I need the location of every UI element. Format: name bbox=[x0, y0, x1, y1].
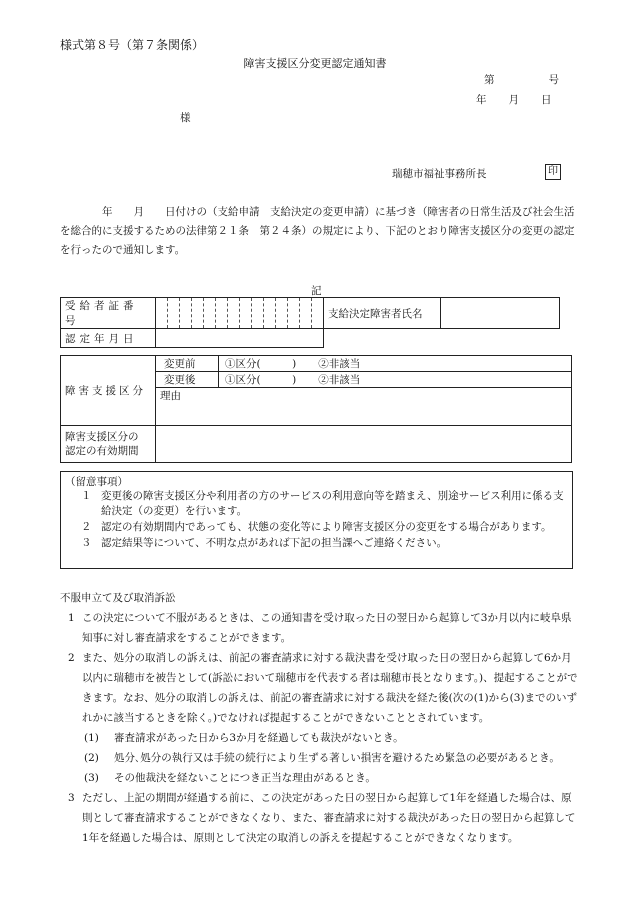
note-number: ３ bbox=[81, 537, 92, 549]
id-digit-cell[interactable] bbox=[240, 298, 252, 329]
choice-category: ①区分( ) bbox=[225, 374, 297, 386]
before-change-choices[interactable] bbox=[219, 356, 572, 372]
note-item bbox=[65, 520, 568, 535]
certification-date-label: 認定年月日 bbox=[61, 329, 156, 348]
id-digit-cell[interactable] bbox=[180, 298, 192, 329]
appeal-sub-item bbox=[60, 768, 580, 788]
id-digit-cell[interactable] bbox=[228, 298, 240, 329]
validity-period-value[interactable] bbox=[156, 426, 572, 463]
id-digit-cell[interactable] bbox=[312, 298, 324, 329]
sub-item-number: (1) bbox=[84, 732, 99, 744]
sub-item-text: 処分､処分の執行又は手続の続行により生ずる著しい損害を避けるため緊急の必要があるとき。 bbox=[114, 752, 560, 764]
before-change-label: 変更前 bbox=[156, 356, 219, 372]
reason-label: 理由 bbox=[160, 390, 181, 402]
appeal-heading: 不服申立て及び取消訴訟 bbox=[60, 592, 176, 604]
appeal-text: この決定について不服があるときは、この通知書を受け取った日の翌日から起算して3か月以内に岐阜県知事に対し審査請求をすることができます。 bbox=[82, 612, 572, 644]
note-text: 変更後の障害支援区分や利用者の方のサービスの利用意向等を踏まえ、別途サービス利用に係る支給決定（の変更）を行います。 bbox=[101, 490, 564, 517]
validity-period-label-line2: 認定の有効期間 bbox=[65, 445, 139, 457]
sub-item-number: (2) bbox=[84, 752, 99, 764]
document-title: 障害支援区分変更認定通知書 bbox=[243, 57, 387, 70]
note-text: 認定結果等について、不明な点があれば下記の担当課へご連絡ください。 bbox=[101, 537, 448, 549]
id-digit-cell[interactable] bbox=[300, 298, 312, 329]
support-category-label: 障害支援区分 bbox=[61, 356, 156, 426]
validity-period-label bbox=[61, 426, 156, 463]
appeal-section bbox=[60, 588, 580, 848]
seal-stamp: 印 bbox=[545, 164, 561, 180]
date-year: 年 bbox=[476, 94, 487, 106]
sub-item-text: その他裁決を経ないことにつき正当な理由があるとき。 bbox=[114, 772, 376, 784]
note-text: 認定の有効期間内であっても、状態の変化等により障害支援区分の変更をする場合があります。 bbox=[101, 521, 552, 533]
support-category-table bbox=[60, 355, 572, 463]
id-digit-cell[interactable] bbox=[288, 298, 300, 329]
date-day: 日 bbox=[541, 94, 552, 106]
sub-item-number: (3) bbox=[84, 772, 99, 784]
recipient-name-value[interactable] bbox=[441, 298, 560, 329]
id-digit-cell[interactable] bbox=[192, 298, 204, 329]
appeal-text: また、処分の取消しの訴えは、前記の審査請求に対する裁決書を受け取った日の翌日から起算して6か月以内に瑞穂市を被告として(訴訟において瑞穂市を代表する者は瑞穂市長となります。)、提起することができます。なお、処分の取消しの訴えは、前記の審査請求に対する裁決を経た後(次の(1)から(3)までのいずれかに該当するときを除く。)でなければ提起することができないこととされています。 bbox=[82, 652, 578, 724]
note-number: ２ bbox=[81, 521, 92, 533]
appeal-sub-item bbox=[60, 748, 580, 768]
recipient-suffix: 様 bbox=[180, 112, 191, 124]
id-digit-cell[interactable] bbox=[252, 298, 264, 329]
notice-body bbox=[60, 203, 578, 260]
recipient-info-table bbox=[60, 297, 560, 348]
appeal-text: ただし、上記の期間が経過する前に、この決定があった日の翌日から起算して1年を経過した場合は、原則として審査請求することができなくなり、また、審査請求に対する裁決があった日の翌日から起算して1年を経過した場合は、原則として決定の取消しの訴えを提起することができなくなります。 bbox=[82, 792, 576, 844]
after-change-choices[interactable] bbox=[219, 372, 572, 388]
id-digit-cell[interactable] bbox=[156, 298, 168, 329]
validity-period-label-line1: 障害支援区分の bbox=[65, 431, 139, 443]
reason-cell[interactable] bbox=[156, 388, 572, 426]
sub-item-text: 審査請求があった日から3か月を経過しても裁決がないとき。 bbox=[114, 732, 404, 744]
id-digit-cell[interactable] bbox=[204, 298, 216, 329]
note-item bbox=[65, 489, 568, 519]
id-digit-cell[interactable] bbox=[168, 298, 180, 329]
issue-date bbox=[476, 92, 552, 107]
blank-cell bbox=[324, 329, 560, 348]
form-number: 様式第８号（第７条関係） bbox=[60, 38, 205, 52]
issuing-office: 瑞穂市福祉事務所長 bbox=[392, 168, 487, 180]
id-digit-cell[interactable] bbox=[264, 298, 276, 329]
recipient-id-label: 受給者証番号 bbox=[61, 298, 156, 329]
id-digit-cell[interactable] bbox=[276, 298, 288, 329]
certification-date-value[interactable] bbox=[156, 329, 324, 348]
number-prefix: 第 bbox=[484, 74, 495, 86]
choice-not-applicable: ②非該当 bbox=[318, 358, 361, 370]
choice-not-applicable: ②非該当 bbox=[318, 374, 361, 386]
notes-box bbox=[60, 471, 573, 569]
ki-heading: 記 bbox=[311, 285, 322, 297]
id-digit-cell[interactable] bbox=[216, 298, 228, 329]
appeal-item bbox=[60, 608, 580, 648]
appeal-number: 2 bbox=[68, 652, 75, 664]
recipient-name-label: 支給決定障害者氏名 bbox=[324, 298, 441, 329]
appeal-number: 1 bbox=[68, 612, 75, 624]
appeal-item bbox=[60, 648, 580, 728]
date-month: 月 bbox=[508, 94, 519, 106]
appeal-number: 3 bbox=[68, 792, 75, 804]
number-suffix: 号 bbox=[548, 74, 559, 86]
note-number: １ bbox=[81, 490, 92, 502]
after-change-label: 変更後 bbox=[156, 372, 219, 388]
appeal-sub-item bbox=[60, 728, 580, 748]
document-number bbox=[484, 72, 559, 87]
note-item bbox=[65, 536, 568, 551]
notice-body-text: 年 月 日付けの（支給申請 支給決定の変更申請）に基づき（障害者の日常生活及び社会生活を総合的に支援するための法律第２１条 第２４条）の規定により、下記のとおり障害支援区分の変更の認定を行ったので通知します。 bbox=[60, 206, 575, 256]
notes-heading: （留意事項） bbox=[65, 476, 128, 488]
choice-category: ①区分( ) bbox=[225, 358, 297, 370]
appeal-item bbox=[60, 788, 580, 848]
